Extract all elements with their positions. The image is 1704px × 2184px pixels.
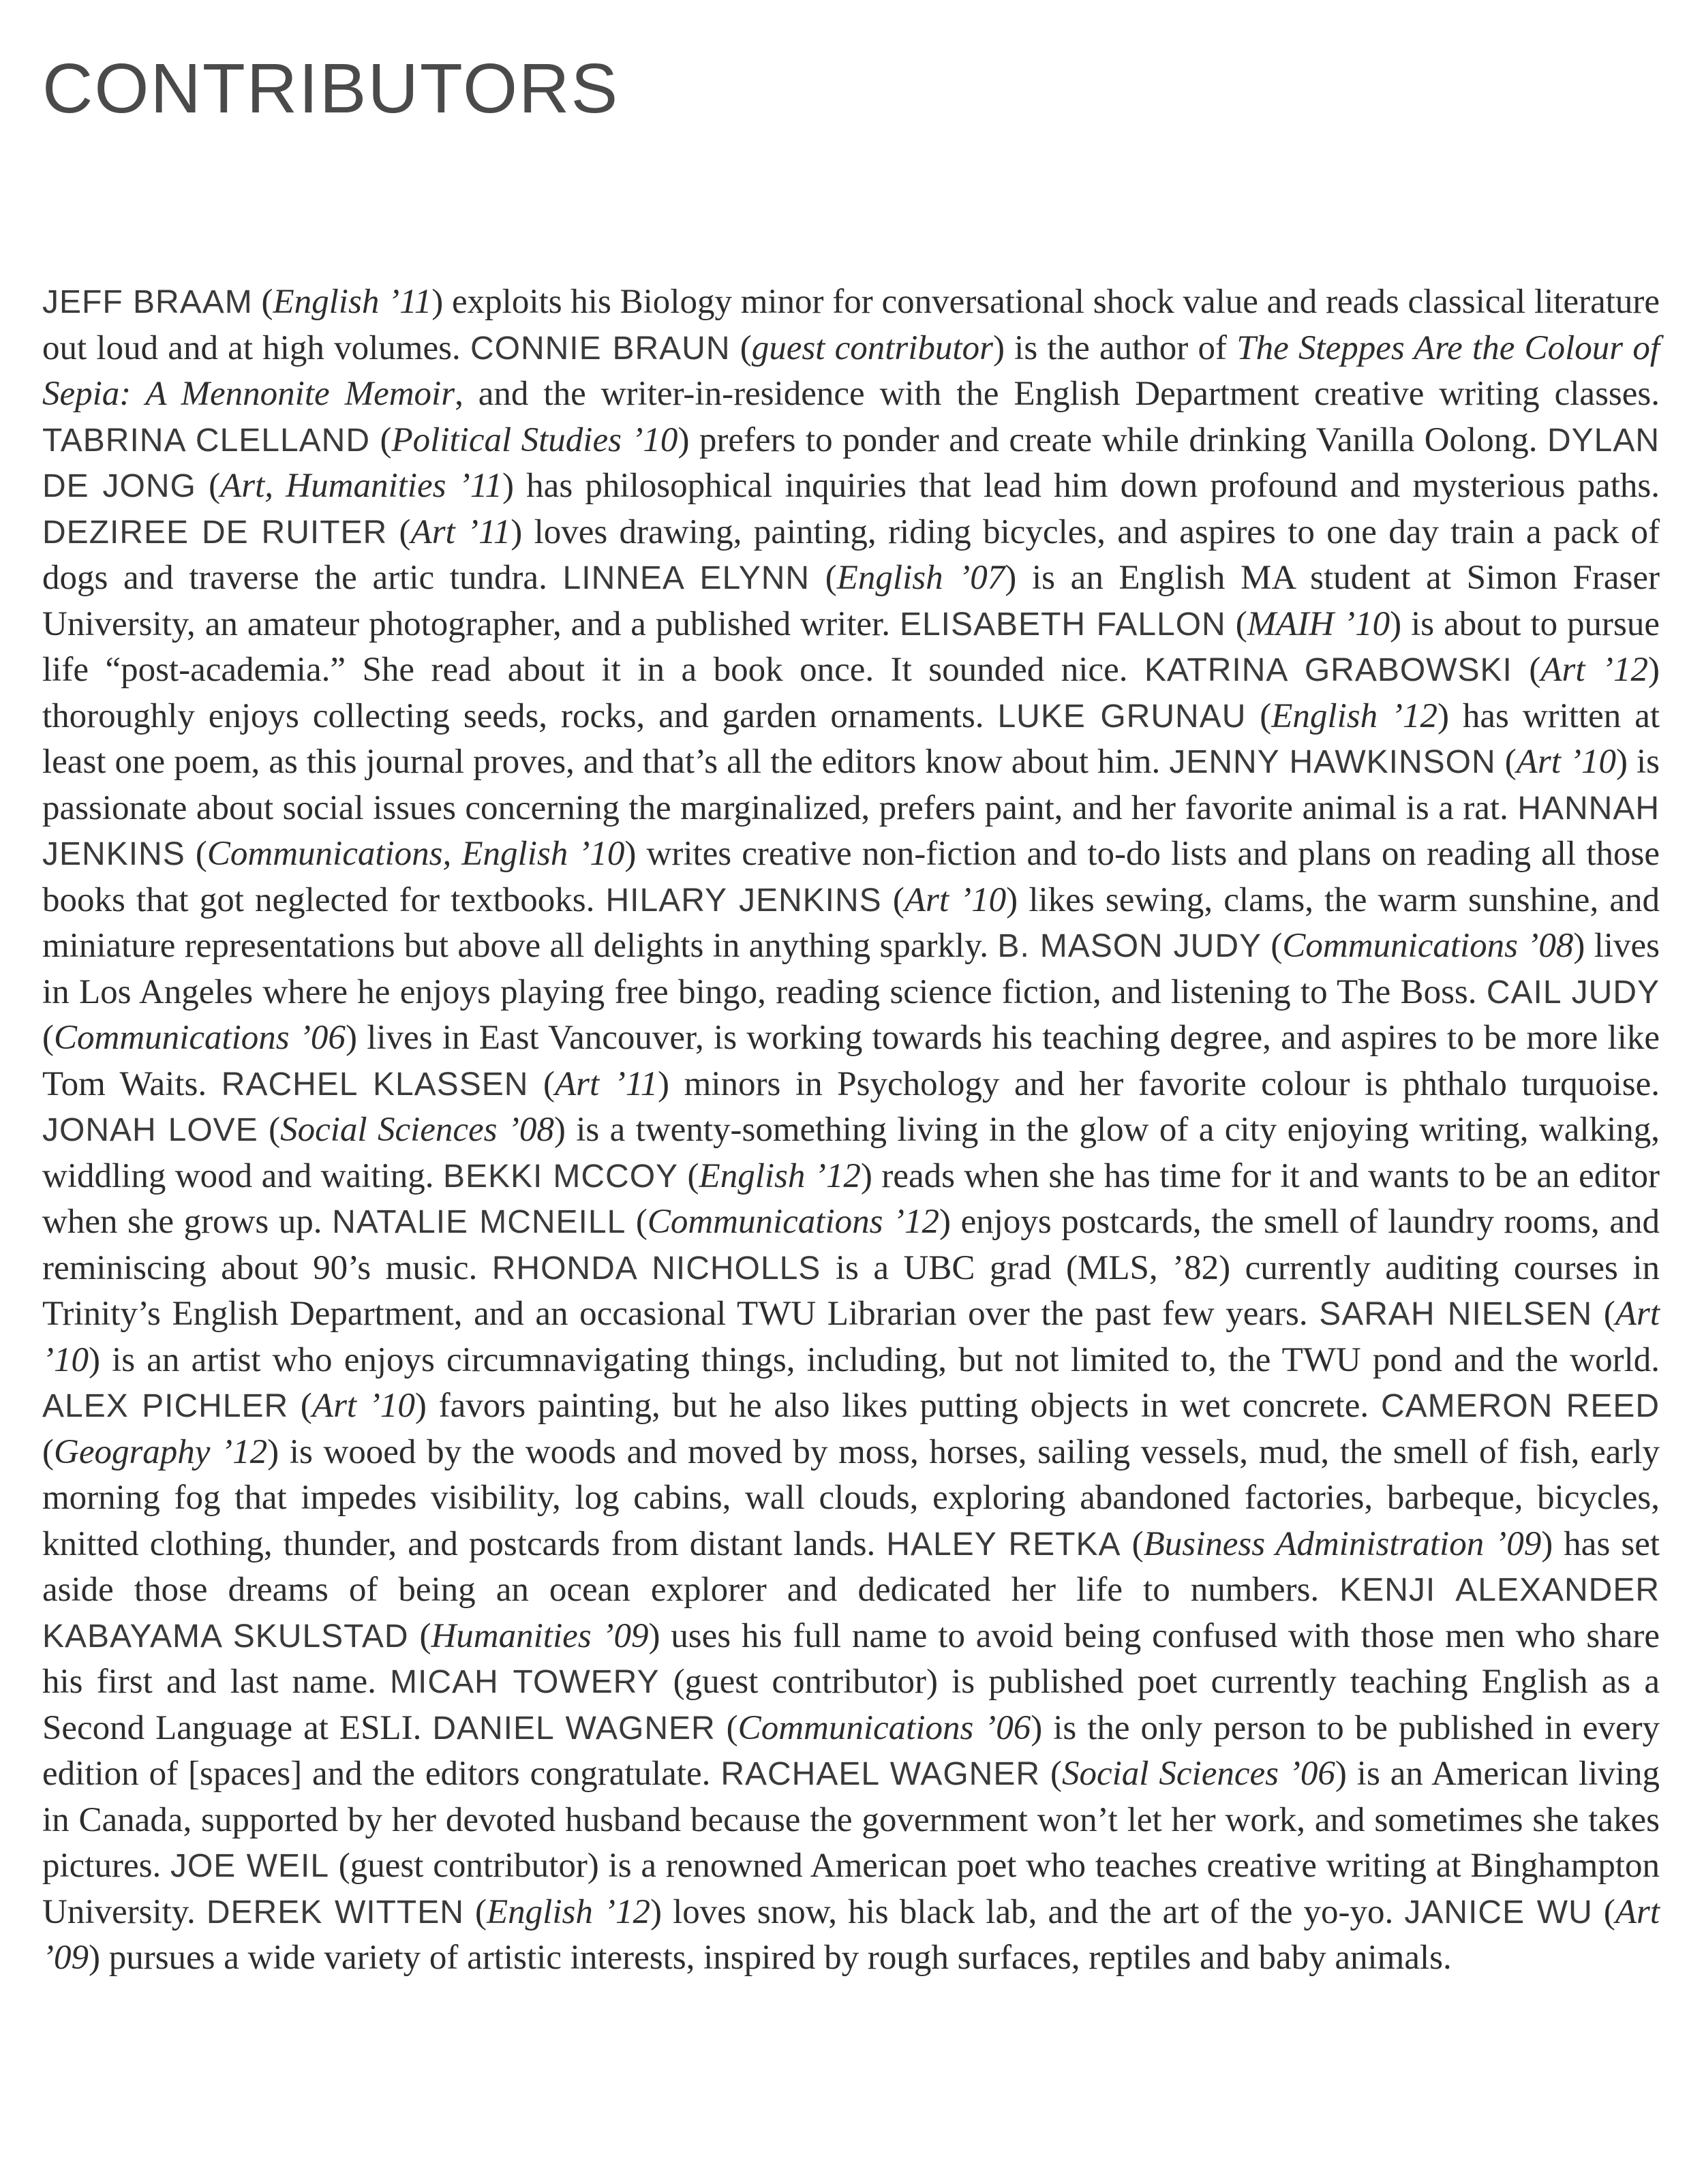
paren: ( — [185, 835, 207, 873]
paren: ( — [463, 1892, 487, 1931]
contributor-bio: likes sewing, clams, the warm sunshine, and miniature representations but above all delights in anything sparkly. — [42, 880, 1660, 965]
contributor-name: LINNEA ELYNN — [562, 560, 810, 596]
contributor-name: ALEX PICHLER — [42, 1388, 289, 1424]
contributor-name: DEZIREE DE RUITER — [42, 514, 388, 551]
paren: ) — [414, 1387, 427, 1425]
contributor-entry — [222, 1065, 1660, 1103]
contributor-bio: lives in Los Angeles where he enjoys playing free bingo, reading science fiction, and listening to The Boss. — [42, 927, 1660, 1011]
contributor-bio: writes creative non-fiction and to-do lists and plans on reading all those books that got neglected for textbooks. — [42, 835, 1660, 919]
contributor-name: JANICE WU — [1404, 1894, 1593, 1931]
contributor-name: HALEY RETKA — [886, 1526, 1121, 1563]
contributor-name: RACHAEL WAGNER — [720, 1756, 1041, 1792]
paren: ( — [1512, 651, 1541, 689]
contributor-affiliation: Communications ’06 — [53, 1019, 346, 1057]
paren: ) — [1573, 927, 1585, 965]
contributor-name: ELISABETH FALLON — [899, 606, 1226, 643]
paren: ( — [252, 283, 273, 321]
paren: ( — [1246, 696, 1272, 735]
contributor-bio: lives in East Vancouver, is working towards his teaching degree, and aspires to be more like Tom Waits. — [42, 1019, 1660, 1103]
contributor-bio: is an English MA student at Simon Fraser University, an amateur photographer, and a published writer. — [42, 559, 1660, 643]
contributor-affiliation: Communications ’12 — [647, 1203, 940, 1241]
paren: ( — [1121, 1524, 1144, 1563]
contributor-affiliation: Social Sciences ’08 — [280, 1111, 554, 1149]
contributor-affiliation: Humanities ’09 — [431, 1616, 649, 1655]
contributor-bio: , and the writer-in-residence with the English Department creative writing classes. — [455, 375, 1660, 413]
paren: ( — [1495, 743, 1517, 781]
contributor-affiliation: Communications ’06 — [737, 1708, 1031, 1747]
contributor-name: JEFF BRAAM — [42, 284, 253, 320]
paren: ) — [650, 1892, 662, 1931]
contributor-affiliation: Art, Humanities ’11 — [220, 467, 502, 505]
contributor-name: HILARY JENKINS — [605, 882, 882, 919]
paren: ) — [88, 1340, 100, 1379]
paren: ( — [1226, 604, 1247, 643]
contributor-affiliation: guest contributor — [751, 328, 993, 367]
paren: ( — [370, 420, 392, 459]
paren: ) — [1437, 696, 1449, 735]
contributor-affiliation: Communications, English ’10 — [207, 835, 625, 873]
contributor-bio: exploits his Biology minor for conversational shock value and reads classical literature out loud and at high volumes. — [42, 283, 1660, 367]
paren: ) — [88, 1939, 100, 1977]
paren: ( — [408, 1616, 431, 1655]
contributor-name: JOE WEIL — [170, 1848, 330, 1884]
contributor-bio: has written at least one poem, as this journal proves, and that’s all the editors know about him. — [42, 696, 1660, 781]
contributor-name: HANNAH JENKINS — [42, 790, 1660, 872]
contributor-affiliation: Political Studies ’10 — [391, 420, 678, 459]
contributor-name: KATRINA GRABOWSKI — [1144, 652, 1512, 688]
contributor-bio: thoroughly enjoys collecting seeds, rocks, and garden ornaments. — [42, 696, 984, 735]
contributor-affiliation: English ’12 — [487, 1892, 650, 1931]
contributor-name: KENJI ALEXANDER KABAYAMA SKULSTAD — [42, 1572, 1660, 1655]
paren: ) — [511, 512, 523, 551]
paren: ( — [387, 512, 411, 551]
contributor-name: LUKE GRUNAU — [997, 698, 1247, 735]
contributor-bio: prefers to ponder and create while drinking Vanilla Oolong. — [689, 420, 1538, 459]
contributor-affiliation: English ’12 — [699, 1156, 861, 1195]
contributor-affiliation: Social Sciences ’06 — [1061, 1755, 1335, 1793]
paren: ) — [1031, 1708, 1043, 1747]
paren: ( — [42, 1019, 54, 1057]
paren: ( — [196, 467, 221, 505]
contributor-affiliation: Art ’10 — [311, 1387, 415, 1425]
paren: ) — [860, 1156, 872, 1195]
contributors-page — [42, 0, 1660, 2184]
contributor-entry — [42, 421, 1537, 459]
contributor-name: CAMERON REED — [1380, 1388, 1660, 1424]
paren: ) — [267, 1432, 279, 1471]
contributor-name: MICAH TOWERY — [390, 1664, 660, 1700]
contributor-bio: favors painting, but he also likes putting objects in wet concrete. — [426, 1387, 1369, 1425]
contributor-name: NATALIE MCNEILL — [332, 1204, 626, 1240]
paren: ) — [1541, 1524, 1553, 1563]
contributor-bio: loves drawing, painting, riding bicycles, and aspires to one day train a pack of dogs and traverse the artic tundra. — [42, 512, 1660, 597]
paren: ( — [1040, 1755, 1062, 1793]
contributor-affiliation: English ’07 — [836, 559, 1005, 597]
contributor-bio: uses his full name to avoid being confused with those men who share his first and last name. — [42, 1616, 1660, 1701]
contributor-affiliation: Art ’12 — [1540, 651, 1649, 689]
contributor-bio: is wooed by the woods and moved by moss, horses, sailing vessels, mud, the smell of fish, early morning fog that impedes visibility, log cabins, wall clouds, exploring abandoned factories, barbeque, bicycles, knitted clothing, thunder, and postcards from distant lands. — [42, 1432, 1660, 1563]
contributor-bio: is a twenty-something living in the glow of a city enjoying writing, walking, widdling wood and waiting. — [42, 1111, 1660, 1195]
contributor-bio: has set aside those dreams of being an ocean explorer and dedicated her life to numbers. — [42, 1524, 1660, 1609]
contributor-name: BEKKI MCCOY — [442, 1158, 679, 1195]
contributor-affiliation: Art ’09 — [42, 1892, 1660, 1977]
contributor-affiliation: Art ’10 — [42, 1295, 1660, 1379]
contributor-affiliation: Geography ’12 — [53, 1432, 268, 1471]
contributor-entry — [42, 1387, 1369, 1425]
paren: ) — [1648, 651, 1660, 689]
paren: ) — [992, 328, 1005, 367]
paren: ( — [258, 1111, 281, 1149]
contributor-bio: is about to pursue life “post-academia.” She read about it in a book once. It sounded nice. — [42, 604, 1660, 689]
paren: ( — [1262, 927, 1283, 965]
paren: ( — [288, 1387, 312, 1425]
paren: ( — [678, 1156, 699, 1195]
contributor-affiliation: Communications ’08 — [1282, 927, 1574, 965]
paren: ( — [715, 1708, 738, 1747]
paren: ( — [42, 1432, 54, 1471]
paren: ) — [1615, 743, 1628, 781]
contributor-name: RACHEL KLASSEN — [221, 1066, 529, 1103]
contributor-affiliation: Art ’11 — [410, 512, 511, 551]
page-title: CONTRIBUTORS — [42, 49, 620, 127]
paren: ( — [881, 880, 904, 919]
contributor-affiliation: English ’12 — [1271, 696, 1438, 735]
contributor-bio: has philosophical inquiries that lead him down profound and mysterious paths. — [513, 467, 1660, 505]
contributor-bio: minors in Psychology and her favorite colour is phthalo turquoise. — [669, 1064, 1660, 1103]
paren: ) — [624, 835, 637, 873]
contributor-affiliation: English ’11 — [273, 283, 432, 321]
contributor-name: JONAH LOVE — [42, 1112, 258, 1148]
contributor-entry — [207, 1893, 1393, 1931]
paren: ) — [1006, 880, 1018, 919]
paren: ) — [502, 467, 514, 505]
contributor-name: TABRINA CLELLAND — [42, 422, 371, 459]
contributor-name: DEREK WITTEN — [206, 1894, 464, 1931]
contributor-name: CAIL JUDY — [1486, 974, 1660, 1011]
contributor-affiliation: MAIH ’10 — [1247, 604, 1390, 643]
paren: ( — [626, 1203, 648, 1241]
paren: ) — [658, 1064, 670, 1103]
contributor-affiliation: Business Administration ’09 — [1143, 1524, 1542, 1563]
contributor-name: DYLAN DE JONG — [42, 422, 1660, 504]
contributor-bio: is a UBC grad (MLS, ’82) currently auditing courses in Trinity’s English Department, and an occasional TWU Librarian over the past few years. — [42, 1248, 1660, 1333]
contributor-bio: pursues a wide variety of artistic interests, inspired by rough surfaces, reptiles and baby animals. — [100, 1939, 1452, 1977]
contributor-name: B. MASON JUDY — [997, 928, 1262, 964]
paren: ( — [810, 559, 837, 597]
paren: ( — [528, 1064, 556, 1103]
contributor-bio: is an American living in Canada, supported by her devoted husband because the government won’t let her work, and sometimes she takes pictures. — [42, 1755, 1660, 1885]
contributor-name: CONNIE BRAUN — [470, 330, 731, 367]
paren: ( — [1592, 1295, 1615, 1333]
contributor-affiliation: Art ’10 — [904, 880, 1007, 919]
paren: ( — [1592, 1892, 1615, 1931]
paren: ) — [1335, 1755, 1347, 1793]
contributor-bio: (guest contributor) is a renowned American poet who teaches creative writing at Binghampton University. — [42, 1847, 1660, 1931]
paren: ) — [939, 1203, 952, 1241]
book-title: The Steppes Are the Colour of Sepia: A Mennonite Memoir — [42, 328, 1660, 413]
contributor-bios — [42, 279, 1660, 1982]
contributor-name: RHONDA NICHOLLS — [491, 1250, 821, 1287]
contributor-bio: reads when she has time for it and wants to be an editor when she grows up. — [42, 1156, 1660, 1241]
contributor-bio: is the author of — [1004, 328, 1237, 367]
contributor-name: DANIEL WAGNER — [432, 1710, 716, 1747]
paren: ( — [730, 328, 752, 367]
contributor-bio: is passionate about social issues concerning the marginalized, prefers paint, and her favorite animal is a rat. — [42, 743, 1660, 827]
contributor-bio: is an artist who enjoys circumnavigating things, including, but not limited to, the TWU pond and the world. — [100, 1340, 1660, 1379]
contributor-bio: (guest contributor) is published poet currently teaching English as a Second Language at ESLI. — [42, 1663, 1660, 1747]
contributor-name: JENNY HAWKINSON — [1169, 744, 1496, 780]
paren: ) — [678, 420, 690, 459]
contributor-bio: loves snow, his black lab, and the art of the yo-yo. — [661, 1892, 1394, 1931]
contributor-affiliation: Art ’11 — [555, 1064, 658, 1103]
paren: ) — [553, 1111, 566, 1149]
paren: ) — [1005, 559, 1017, 597]
paren: ) — [345, 1019, 357, 1057]
contributor-affiliation: Art ’10 — [1516, 743, 1616, 781]
paren: ) — [431, 283, 444, 321]
contributor-bio: is the only person to be published in every edition of [spaces] and the editors congratulate. — [42, 1708, 1660, 1793]
paren: ) — [1390, 604, 1402, 643]
paren: ) — [648, 1616, 660, 1655]
contributor-bio: enjoys postcards, the smell of laundry rooms, and reminiscing about 90’s music. — [42, 1203, 1660, 1287]
contributor-name: SARAH NIELSEN — [1319, 1296, 1593, 1332]
